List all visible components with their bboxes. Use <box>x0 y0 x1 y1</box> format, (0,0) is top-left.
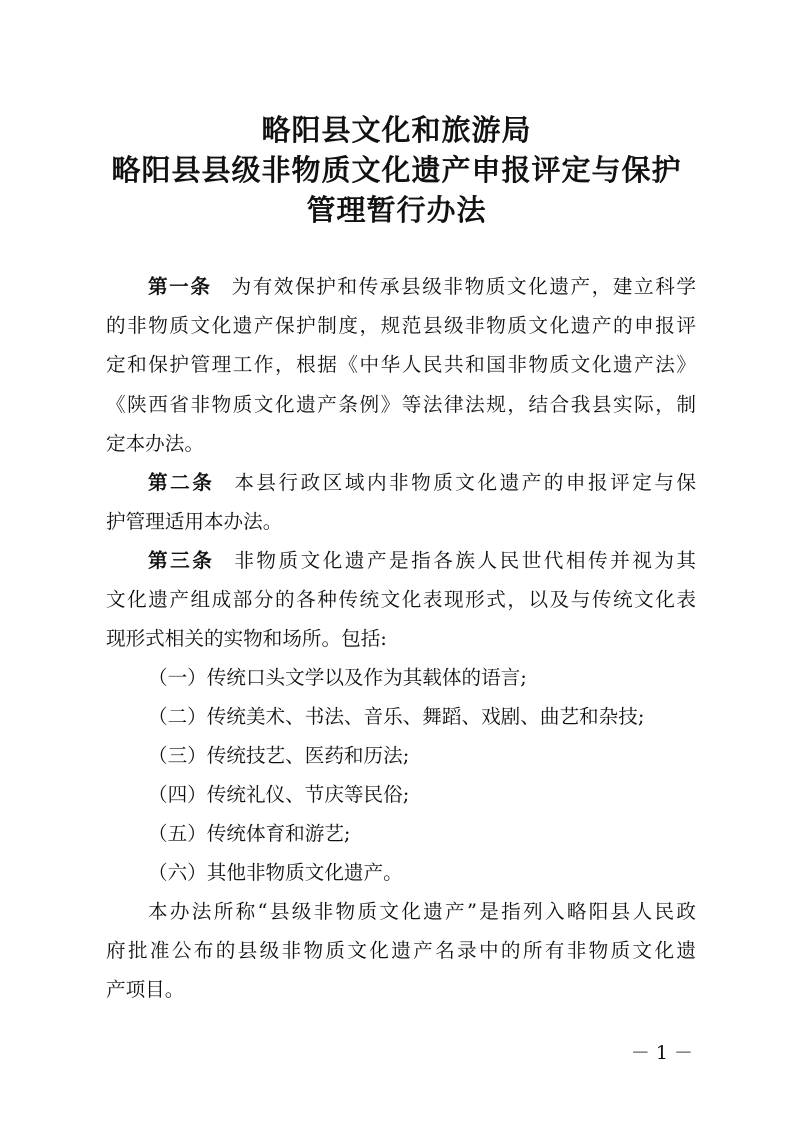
list-item-1: （一）传统口头文学以及作为其载体的语言; <box>148 666 527 689</box>
article-2-line-2: 护管理适用本办法。 <box>106 510 283 533</box>
article-2-heading: 第二条 <box>148 471 215 494</box>
paragraph-line-3: 产项目。 <box>106 978 185 1001</box>
article-2-text-1: 本县行政区域内非物质文化遗产的申报评定与保 <box>234 471 697 494</box>
paragraph-line-2: 府批准公布的县级非物质文化遗产名录中的所有非物质文化遗 <box>106 939 696 962</box>
article-1-line-3: 定和保护管理工作，根据《中华人民共和国非物质文化遗产法》 <box>106 353 696 376</box>
article-1-line-5: 定本办法。 <box>106 432 204 455</box>
article-1-line-2: 的非物质文化遗产保护制度，规范县级非物质文化遗产的申报评 <box>106 314 696 337</box>
title-line-1: 略阳县文化和旅游局 <box>261 113 532 147</box>
list-item-2: （二）传统美术、书法、音乐、舞蹈、戏剧、曲艺和杂技; <box>148 705 645 728</box>
page-number: － 1 － <box>630 1042 693 1064</box>
list-item-3: （三）传统技艺、医药和历法; <box>148 744 410 767</box>
article-3-line-3: 现形式相关的实物和场所。包括: <box>106 627 387 650</box>
article-3-line-1 <box>148 546 696 576</box>
article-1-line-1 <box>148 272 696 302</box>
paragraph-line-1: 本办法所称“县级非物质文化遗产”是指列入略阳县人民政 <box>148 900 696 923</box>
title-line-2: 略阳县县级非物质文化遗产申报评定与保护 <box>111 153 682 187</box>
title-line-3: 管理暂行办法 <box>306 193 487 227</box>
list-item-6: （六）其他非物质文化遗产。 <box>148 861 403 884</box>
article-3-heading: 第三条 <box>148 549 215 572</box>
list-item-5: （五）传统体育和游艺; <box>148 822 351 845</box>
list-item-4: （四）传统礼仪、节庆等民俗; <box>148 783 410 806</box>
article-3-text-1: 非物质文化遗产是指各族人民世代相传并视为其 <box>234 549 697 572</box>
article-2-line-1 <box>148 468 696 498</box>
article-1-heading: 第一条 <box>148 275 212 298</box>
article-3-line-2: 文化遗产组成部分的各种传统文化表现形式，以及与传统文化表 <box>106 588 696 611</box>
article-1-text-1: 为有效保护和传承县级非物质文化遗产，建立科学 <box>231 275 697 298</box>
article-1-line-4: 《陕西省非物质文化遗产条例》等法律法规，结合我县实际，制 <box>106 393 696 416</box>
